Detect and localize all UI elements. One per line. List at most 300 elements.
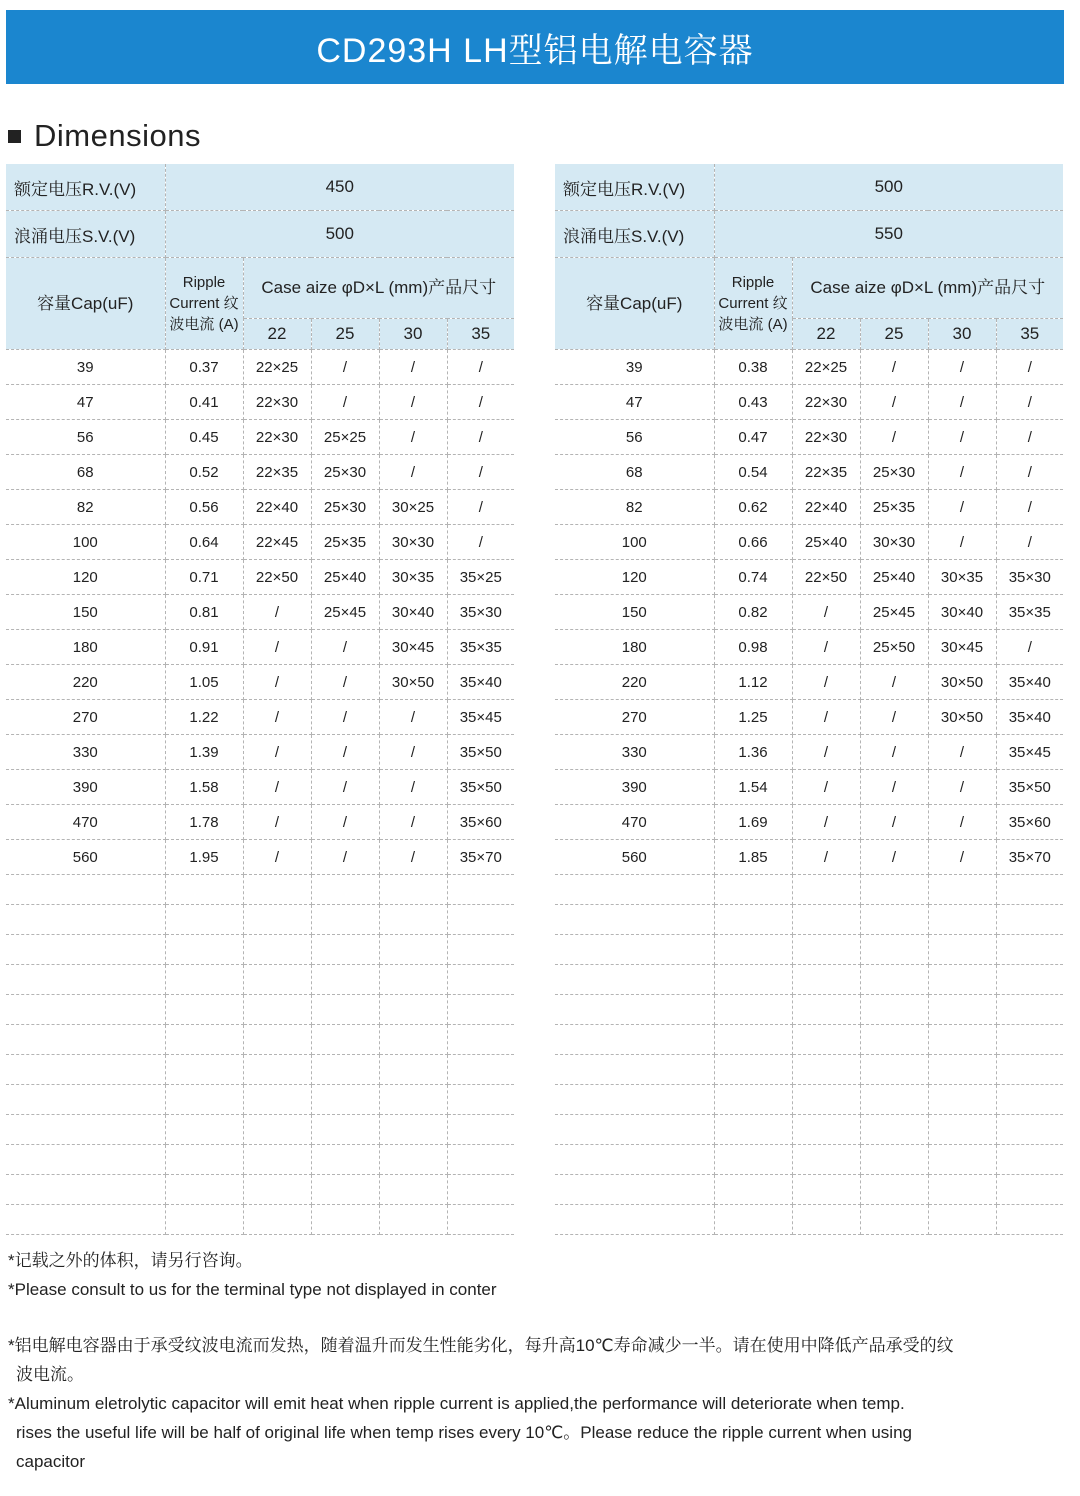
ripple-cell: 0.41 <box>165 385 243 420</box>
case-size-cell: / <box>792 665 860 700</box>
case-size-cell: 22×50 <box>243 560 311 595</box>
empty-cell <box>555 875 714 905</box>
capacitance-cell: 68 <box>555 455 714 490</box>
capacitance-cell: 100 <box>6 525 165 560</box>
note-text: *记载之外的体积，请另行咨询。 <box>8 1251 253 1270</box>
empty-cell <box>555 1175 714 1205</box>
ripple-cell: 1.58 <box>165 770 243 805</box>
empty-cell <box>792 1145 860 1175</box>
empty-cell <box>6 1115 165 1145</box>
empty-cell <box>860 1055 928 1085</box>
capacitance-cell: 150 <box>6 595 165 630</box>
ripple-cell: 0.45 <box>165 420 243 455</box>
empty-cell <box>792 1055 860 1085</box>
empty-row <box>6 1175 514 1205</box>
empty-cell <box>555 1055 714 1085</box>
case-size-cell: / <box>860 385 928 420</box>
empty-row <box>555 1055 1063 1085</box>
empty-cell <box>243 1025 311 1055</box>
empty-row <box>555 1175 1063 1205</box>
ripple-cell: 0.82 <box>714 595 792 630</box>
empty-row <box>6 1055 514 1085</box>
table-row <box>6 455 514 490</box>
empty-cell <box>165 1145 243 1175</box>
empty-cell <box>165 1055 243 1085</box>
case-size-cell: / <box>928 420 996 455</box>
empty-cell <box>714 1085 792 1115</box>
case-size-cell: / <box>311 665 379 700</box>
empty-cell <box>860 1115 928 1145</box>
case-size-cell: 22×30 <box>243 420 311 455</box>
empty-cell <box>996 875 1063 905</box>
ripple-cell: 0.37 <box>165 350 243 385</box>
ripple-current-header: Ripple Current 纹波电流 (A) <box>165 258 243 350</box>
case-size-cell: / <box>928 770 996 805</box>
surge-voltage-label: 浪涌电压S.V.(V) <box>6 211 165 258</box>
case-size-cell: / <box>996 455 1063 490</box>
table-row <box>6 735 514 770</box>
case-size-cell: / <box>379 805 447 840</box>
empty-cell <box>311 875 379 905</box>
empty-cell <box>447 935 514 965</box>
table-row <box>555 455 1063 490</box>
diameter-header: 30 <box>928 319 996 350</box>
empty-cell <box>447 875 514 905</box>
case-size-cell: / <box>928 490 996 525</box>
case-size-cell: 22×35 <box>792 455 860 490</box>
empty-cell <box>165 1115 243 1145</box>
empty-cell <box>792 905 860 935</box>
page-title: CD293H LH型铝电解电容器 <box>316 31 754 70</box>
case-size-cell: 35×45 <box>996 735 1063 770</box>
empty-cell <box>6 1145 165 1175</box>
case-size-cell: / <box>243 735 311 770</box>
ripple-cell: 0.43 <box>714 385 792 420</box>
case-size-cell: / <box>311 805 379 840</box>
empty-cell <box>996 935 1063 965</box>
empty-cell <box>928 995 996 1025</box>
surge-voltage-label: 浪涌电压S.V.(V) <box>555 211 714 258</box>
capacitance-cell: 270 <box>6 700 165 735</box>
section-title-text: Dimensions <box>34 118 201 153</box>
empty-cell <box>6 935 165 965</box>
capacitance-cell: 270 <box>555 700 714 735</box>
table-row <box>6 560 514 595</box>
empty-cell <box>165 905 243 935</box>
capacitance-cell: 82 <box>6 490 165 525</box>
case-size-cell: / <box>996 630 1063 665</box>
empty-cell <box>243 1055 311 1085</box>
capacitance-cell: 330 <box>6 735 165 770</box>
empty-cell <box>165 995 243 1025</box>
case-size-cell: / <box>928 455 996 490</box>
case-size-cell: / <box>379 385 447 420</box>
case-size-cell: 30×25 <box>379 490 447 525</box>
empty-cell <box>6 995 165 1025</box>
table-row <box>555 770 1063 805</box>
case-size-cell: / <box>243 700 311 735</box>
empty-cell <box>311 1085 379 1115</box>
capacitance-cell: 100 <box>555 525 714 560</box>
table-row <box>555 735 1063 770</box>
empty-cell <box>447 1085 514 1115</box>
empty-cell <box>860 905 928 935</box>
empty-cell <box>311 965 379 995</box>
empty-row <box>555 1205 1063 1235</box>
empty-cell <box>860 995 928 1025</box>
ripple-cell: 0.91 <box>165 630 243 665</box>
case-size-cell: 30×50 <box>379 665 447 700</box>
table-row <box>6 840 514 875</box>
ripple-cell: 1.95 <box>165 840 243 875</box>
empty-cell <box>792 1115 860 1145</box>
ripple-cell: 0.47 <box>714 420 792 455</box>
case-size-cell: / <box>379 735 447 770</box>
ripple-cell: 1.25 <box>714 700 792 735</box>
empty-row <box>6 875 514 905</box>
empty-cell <box>311 1055 379 1085</box>
empty-cell <box>996 1025 1063 1055</box>
empty-row <box>555 1085 1063 1115</box>
empty-cell <box>928 1025 996 1055</box>
empty-cell <box>311 1205 379 1235</box>
note-text: *铝电解电容器由于承受纹波电流而发热，随着温升而发生性能劣化，每升高10℃寿命减少一半。请在使用中降低产品承受的纹 <box>8 1336 954 1355</box>
empty-cell <box>243 965 311 995</box>
empty-cell <box>996 1175 1063 1205</box>
ripple-cell: 0.54 <box>714 455 792 490</box>
case-size-cell: / <box>860 735 928 770</box>
empty-cell <box>379 1145 447 1175</box>
title-banner <box>6 10 1064 84</box>
empty-cell <box>792 875 860 905</box>
empty-cell <box>311 995 379 1025</box>
empty-cell <box>714 905 792 935</box>
empty-cell <box>714 995 792 1025</box>
empty-cell <box>792 995 860 1025</box>
case-size-cell: 30×40 <box>379 595 447 630</box>
case-size-cell: 22×30 <box>792 385 860 420</box>
ripple-cell: 1.12 <box>714 665 792 700</box>
capacitance-cell: 560 <box>555 840 714 875</box>
case-size-cell: 30×50 <box>928 665 996 700</box>
notes <box>8 1246 1074 1476</box>
capacitance-header: 容量Cap(uF) <box>6 258 165 350</box>
empty-cell <box>928 965 996 995</box>
case-size-cell: / <box>792 595 860 630</box>
case-size-cell: / <box>860 805 928 840</box>
note-text: capacitor <box>16 1452 85 1471</box>
case-size-cell: / <box>928 805 996 840</box>
capacitance-cell: 180 <box>555 630 714 665</box>
square-bullet-icon <box>8 130 21 143</box>
empty-cell <box>996 1115 1063 1145</box>
empty-cell <box>928 1085 996 1115</box>
empty-cell <box>6 1085 165 1115</box>
capacitance-cell: 120 <box>555 560 714 595</box>
empty-row <box>555 965 1063 995</box>
table-row <box>555 350 1063 385</box>
case-size-cell: / <box>792 770 860 805</box>
empty-cell <box>379 1205 447 1235</box>
case-size-cell: 25×40 <box>860 560 928 595</box>
capacitance-cell: 470 <box>6 805 165 840</box>
case-size-cell: 25×45 <box>860 595 928 630</box>
case-size-cell: / <box>311 700 379 735</box>
empty-cell <box>6 1025 165 1055</box>
empty-cell <box>379 905 447 935</box>
case-size-cell: / <box>996 420 1063 455</box>
empty-cell <box>555 1025 714 1055</box>
capacitance-cell: 39 <box>555 350 714 385</box>
case-size-cell: / <box>996 490 1063 525</box>
case-size-cell: / <box>243 805 311 840</box>
case-size-cell: 30×45 <box>379 630 447 665</box>
case-size-cell: 25×40 <box>792 525 860 560</box>
empty-cell <box>792 1025 860 1055</box>
case-size-cell: 25×30 <box>860 455 928 490</box>
empty-cell <box>6 875 165 905</box>
case-size-cell: 30×30 <box>379 525 447 560</box>
empty-cell <box>165 935 243 965</box>
rated-voltage-row <box>6 164 514 211</box>
table-row <box>555 385 1063 420</box>
empty-cell <box>714 965 792 995</box>
ripple-cell: 0.74 <box>714 560 792 595</box>
case-size-cell: 22×50 <box>792 560 860 595</box>
table-row <box>6 385 514 420</box>
empty-cell <box>447 1205 514 1235</box>
empty-cell <box>996 1145 1063 1175</box>
case-size-cell: / <box>379 770 447 805</box>
table-row <box>555 630 1063 665</box>
case-size-cell: 35×45 <box>447 700 514 735</box>
case-size-cell: / <box>243 770 311 805</box>
case-size-cell: / <box>996 525 1063 560</box>
case-size-cell: / <box>311 735 379 770</box>
empty-cell <box>928 1115 996 1145</box>
case-size-cell: 30×35 <box>928 560 996 595</box>
empty-cell <box>379 1085 447 1115</box>
rated-voltage-value: 500 <box>714 164 1063 211</box>
empty-cell <box>165 1175 243 1205</box>
case-size-cell: 22×25 <box>792 350 860 385</box>
empty-cell <box>311 1145 379 1175</box>
empty-cell <box>379 935 447 965</box>
empty-cell <box>860 1145 928 1175</box>
table-row <box>6 630 514 665</box>
empty-cell <box>447 1055 514 1085</box>
case-size-cell: / <box>379 455 447 490</box>
empty-row <box>6 965 514 995</box>
capacitance-cell: 47 <box>6 385 165 420</box>
empty-cell <box>447 995 514 1025</box>
capacitance-header: 容量Cap(uF) <box>555 258 714 350</box>
case-size-cell: 35×35 <box>447 630 514 665</box>
empty-cell <box>311 1175 379 1205</box>
empty-row <box>555 1025 1063 1055</box>
empty-cell <box>311 905 379 935</box>
empty-cell <box>860 1175 928 1205</box>
ripple-cell: 0.38 <box>714 350 792 385</box>
empty-cell <box>555 1085 714 1115</box>
case-size-cell: 25×25 <box>311 420 379 455</box>
empty-cell <box>792 965 860 995</box>
diameter-header: 22 <box>792 319 860 350</box>
case-size-cell: 30×35 <box>379 560 447 595</box>
empty-cell <box>6 1205 165 1235</box>
case-size-cell: / <box>243 595 311 630</box>
case-size-cell: / <box>928 350 996 385</box>
case-size-cell: / <box>928 735 996 770</box>
empty-cell <box>860 1025 928 1055</box>
empty-cell <box>792 1205 860 1235</box>
table-row <box>6 595 514 630</box>
empty-cell <box>714 1055 792 1085</box>
empty-cell <box>243 1145 311 1175</box>
ripple-cell: 0.62 <box>714 490 792 525</box>
case-size-cell: / <box>792 805 860 840</box>
case-size-cell: 25×30 <box>311 490 379 525</box>
empty-cell <box>243 995 311 1025</box>
surge-voltage-value: 500 <box>165 211 514 258</box>
ripple-cell: 0.81 <box>165 595 243 630</box>
case-size-cell: / <box>792 700 860 735</box>
ripple-cell: 1.39 <box>165 735 243 770</box>
column-header-row <box>6 258 514 319</box>
empty-row <box>6 905 514 935</box>
capacitance-cell: 39 <box>6 350 165 385</box>
diameter-header: 25 <box>311 319 379 350</box>
diameter-header: 35 <box>996 319 1063 350</box>
empty-cell <box>379 1055 447 1085</box>
ripple-current-header: Ripple Current 纹波电流 (A) <box>714 258 792 350</box>
empty-cell <box>379 1025 447 1055</box>
ripple-cell: 0.52 <box>165 455 243 490</box>
case-size-cell: / <box>860 700 928 735</box>
empty-cell <box>555 1205 714 1235</box>
empty-cell <box>555 1115 714 1145</box>
empty-cell <box>714 1025 792 1055</box>
empty-cell <box>860 965 928 995</box>
case-size-header: Case aize φD×L (mm)产品尺寸 <box>243 258 514 319</box>
case-size-cell: 30×30 <box>860 525 928 560</box>
capacitance-cell: 150 <box>555 595 714 630</box>
empty-cell <box>243 1175 311 1205</box>
surge-voltage-value: 550 <box>714 211 1063 258</box>
empty-cell <box>243 935 311 965</box>
case-size-cell: 25×50 <box>860 630 928 665</box>
capacitance-cell: 56 <box>6 420 165 455</box>
empty-cell <box>860 875 928 905</box>
empty-cell <box>555 935 714 965</box>
ripple-cell: 0.71 <box>165 560 243 595</box>
case-size-cell: 25×30 <box>311 455 379 490</box>
empty-row <box>6 1085 514 1115</box>
case-size-cell: 22×35 <box>243 455 311 490</box>
empty-cell <box>6 965 165 995</box>
table-row <box>555 840 1063 875</box>
case-size-cell: 30×50 <box>928 700 996 735</box>
case-size-cell: / <box>379 840 447 875</box>
case-size-cell: 35×70 <box>996 840 1063 875</box>
case-size-cell: / <box>379 420 447 455</box>
case-size-cell: / <box>447 385 514 420</box>
case-size-cell: 35×40 <box>447 665 514 700</box>
table-row <box>6 490 514 525</box>
case-size-cell: / <box>243 630 311 665</box>
capacitance-cell: 56 <box>555 420 714 455</box>
ripple-cell: 0.64 <box>165 525 243 560</box>
empty-cell <box>6 1175 165 1205</box>
case-size-cell: / <box>243 665 311 700</box>
case-size-cell: 30×45 <box>928 630 996 665</box>
empty-cell <box>165 1085 243 1115</box>
case-size-cell: 25×35 <box>860 490 928 525</box>
case-size-cell: 35×50 <box>447 735 514 770</box>
table-row <box>6 350 514 385</box>
case-size-cell: / <box>928 840 996 875</box>
empty-row <box>555 995 1063 1025</box>
empty-cell <box>243 905 311 935</box>
case-size-cell: / <box>379 350 447 385</box>
case-size-cell: / <box>996 385 1063 420</box>
empty-cell <box>792 1085 860 1115</box>
capacitance-cell: 390 <box>555 770 714 805</box>
case-size-cell: 22×30 <box>243 385 311 420</box>
empty-cell <box>379 995 447 1025</box>
table-row <box>6 525 514 560</box>
case-size-cell: / <box>311 630 379 665</box>
empty-cell <box>243 1205 311 1235</box>
empty-cell <box>996 1055 1063 1085</box>
empty-cell <box>928 1145 996 1175</box>
case-size-cell: / <box>860 840 928 875</box>
empty-row <box>555 935 1063 965</box>
empty-cell <box>714 1205 792 1235</box>
empty-cell <box>792 935 860 965</box>
case-size-cell: 25×40 <box>311 560 379 595</box>
empty-cell <box>996 995 1063 1025</box>
case-size-cell: / <box>311 840 379 875</box>
table-row <box>6 665 514 700</box>
capacitance-cell: 220 <box>6 665 165 700</box>
table-row <box>6 805 514 840</box>
table-row <box>6 420 514 455</box>
table-row <box>555 420 1063 455</box>
empty-cell <box>714 935 792 965</box>
case-size-cell: 25×45 <box>311 595 379 630</box>
ripple-cell: 1.22 <box>165 700 243 735</box>
empty-cell <box>447 1145 514 1175</box>
ripple-cell: 1.85 <box>714 840 792 875</box>
empty-cell <box>860 1085 928 1115</box>
case-size-cell: 35×70 <box>447 840 514 875</box>
case-size-cell: 30×40 <box>928 595 996 630</box>
capacitance-cell: 220 <box>555 665 714 700</box>
case-size-cell: / <box>379 700 447 735</box>
empty-cell <box>714 1115 792 1145</box>
case-size-cell: / <box>928 385 996 420</box>
empty-row <box>555 1115 1063 1145</box>
case-size-cell: 35×60 <box>447 805 514 840</box>
empty-cell <box>243 875 311 905</box>
note-text: 波电流。 <box>16 1365 84 1384</box>
diameter-header: 30 <box>379 319 447 350</box>
empty-row <box>555 875 1063 905</box>
note-text: *Aluminum eletrolytic capacitor will emit heat when ripple current is applied,the performance will deteriorate when temp. <box>8 1394 905 1413</box>
empty-cell <box>928 935 996 965</box>
empty-cell <box>165 1205 243 1235</box>
